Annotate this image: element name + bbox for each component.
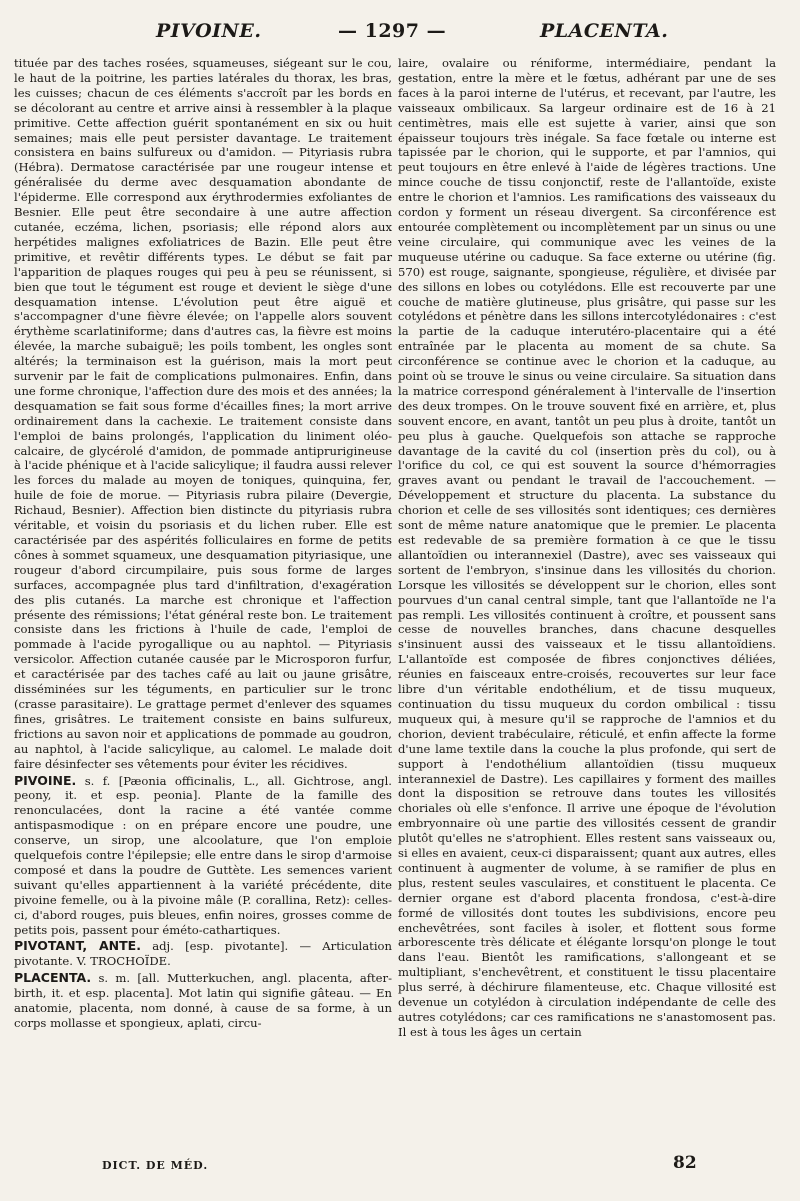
left-column <box>14 56 392 1031</box>
sheet-number: 82 <box>673 1153 697 1173</box>
page-number: — 1297 — <box>338 20 447 42</box>
entry-headword: PIVOINE. <box>14 772 77 788</box>
entry-headword: PLACENTA. <box>14 970 92 986</box>
running-header <box>0 20 800 50</box>
entry-pivoine <box>14 774 392 938</box>
placenta-entry-continuation: laire, ovalaire ou réniforme, intermédiaire, pendant la gestation, entre la mère et le fœtus, adhérant par une de ses faces à la paroi interne de l'utérus, et recevant, par l'autre, les vaisseaux ombilicaux. Sa largeur ordinaire est de 16 à 21 centimètres, mais elle est sujette à varier, ainsi que son épaisseur toujours très inégale. Sa face fœtale ou interne est tapissée par le chorion, qui le supporte, et par l'amnios, qui peut toujours en être enlevé à l'aide de légères tractions. Une mince couche de tissu conjonctif, reste de l'allantoïde, existe entre le chorion et l'amnios. Les ramifications des vaisseaux du cordon y forment un réseau divergent. Sa circonférence est entourée complètement ou incomplètement par un sinus ou une veine circulaire, qui communique avec les veines de la muqueuse utérine ou caduque. Sa face externe ou utérine (fig. 570) est rouge, saignante, spongieuse, régulière, et divisée par des sillons en lobes ou cotylédons. Elle est recouverte par une couche de matière glutineuse, plus grisâtre, qui passe sur les cotylédons et pénètre dans les sillons intercotylédonaires : c'est la partie de la caduque interutéro-placentaire qui a été entraînée par le placenta au moment de sa chute. Sa circonférence se continue avec le chorion et la caduque, au point où se trouve le sinus ou veine circulaire. Sa situation dans la matrice correspond généralement à l'intervalle de l'insertion des deux trompes. On le trouve souvent fixé en arrière, et, plus souvent encore, en avant, tantôt un peu plus à droite, tantôt un peu plus à gauche. Quelquefois son attache se rapproche davantage de la cavité du col (insertion près du col), ou à l'orifice du col, ce qui est souvent la source d'hémorragies graves avant ou pendant le travail de l'accouchement. — Développement et structure du placenta. La substance du chorion et celle de ses villosités sont identiques; ces dernières sont de même nature anatomique que le premier. Le placenta est redevable de sa première formation à ce que le tissu allantoïdien ou interannexiel (Dastre), avec ses vaisseaux qui sortent de l'embryon, s'insinue dans les villosités du chorion. Lorsque les villosités se développent sur le chorion, elles sont pourvues d'un canal central simple, tant que l'allantoïde ne l'a pas rempli. Les villosités continuent à croître, et poussent sans cesse de nouvelles branches, dans chacune desquelles s'insinuent aussi des vaisseaux et le tissu allantoïdiens. L'allantoïde est composée de fibres conjonctives déliées, réunies en faisceaux entre-croisés, recouvertes sur leur face libre d'un véritable endothélium, et de tissu muqueux, continuation du tissu muqueux du cordon ombilical : tissu muqueux qui, à mesure qu'il se rapproche de l'amnios et du chorion, devient trabéculaire, réticulé, et enfin affecte la forme d'une lame textile dans la couche la plus profonde, qui sert de support à l'endothélium allantoïdien (tissu muqueux interannexiel de Dastre). Les capillaires y forment des mailles dont la disposition se retrouve dans toutes les villosités choriales où elle s'enfonce. Il arrive une époque de l'évolution embryonnaire où une partie des villosités cessent de grandir plutôt qu'elles ne s'atrophient. Elles restent sans vaisseaux ou, si elles en avaient, ceux-ci disparaissent; quant aux autres, elles continuent à augmenter de volume, à se ramifier de plus en plus, restent seules vasculaires, et constituent le placenta. Ce dernier organe est d'abord placenta frondosa, c'est-à-dire formé de villosités dont toutes les subdivisions, encore peu enchevêtrées, sont faciles à isoler, et flottent sous forme arborescente très délicate et élégante lorsqu'on plonge le tout dans l'eau. Bientôt les ramifications, s'allongeant et se multipliant, s'enchevêtrent, et constituent le tissu placentaire plus serré, à déchirure filamenteuse, etc. Chaque villosité est devenue un cotylédon à circulation indépendante de celle des autres cotylédons; car ces ramifications ne s'anastomosent pas. Il est à tous les âges un certain <box>398 56 776 1039</box>
entry-body: adj. [esp. pivotante]. — Articulation pivotante. V. TROCHOÏDE. <box>14 939 392 969</box>
right-column <box>398 56 776 1040</box>
entry-body: s. m. [all. Mutterkuchen, angl. placenta, after-birth, it. et esp. placenta]. Mot latin qui signifie gâteau. — En anatomie, placenta, nom donné, à cause de sa forme, à un corps mollasse et spongieux, aplati, circu- <box>14 971 392 1030</box>
signature-mark: DICT. DE MÉD. <box>102 1159 209 1172</box>
pityriasis-entry-text: tituée par des taches rosées, squameuses, siégeant sur le cou, le haut de la poitrine, les parties latérales du thorax, les bras, les cuisses; chacun de ces éléments s'accroît par les bords en se décolorant au centre et arrive ainsi à ressembler à la plaque primitive. Cette affection guérit spontanément en six ou huit semaines; mais elle peut persister davantage. Le traitement consistera en bains sulfureux ou d'amidon. — Pityriasis rubra (Hébra). Dermatose caractérisée par une rougeur intense et généralisée du derme avec desquamation abondante de l'épiderme. Elle correspond aux érythrodermies exfoliantes de Besnier. Elle peut être secondaire à une autre affection cutanée, eczéma, lichen, psoriasis; elle répond alors aux herpétides malignes exfoliatrices de Bazin. Elle peut être primitive, et revêtir différents types. Le début se fait par l'apparition de plaques rouges qui peu à peu se réunissent, si bien que tout le tégument est rouge et devient le siège d'une desquamation intense. L'évolution peut être aiguë et s'accompagner d'une fièvre élevée; on l'appelle alors souvent érythème scarlatiniforme; dans d'autres cas, la fièvre est moins élevée, la marche subaiguë; les poils tombent, les ongles sont altérés; la terminaison est la guérison, mais la mort peut survenir par le fait de complications pulmonaires. Enfin, dans une forme chronique, l'affection dure des mois et des années; la desquamation se fait sous forme d'écailles fines; la mort arrive ordinairement dans la cachexie. Le traitement consiste dans l'emploi de bains prolongés, l'application du liniment oléo-calcaire, de glycérolé d'amidon, de pommade antiprurigineuse à l'acide phénique et à l'acide salicylique; il faudra aussi relever les forces du malade au moyen de toniques, quinquina, fer, huile de foie de morue. — Pityriasis rubra pilaire (Devergie, Richaud, Besnier). Affection bien distincte du pityriasis rubra véritable, et voisin du psoriasis et du lichen ruber. Elle est caractérisée par des aspérités folliculaires en forme de petits cônes à sommet squameux, une desquamation pityriasique, une rougeur d'abord circumpilaire, puis sous forme de larges surfaces, accompagnée plus tard d'infiltration, d'exagération des plis cutanés. La marche est chronique et l'affection présente des rémissions; l'état général reste bon. Le traitement consiste dans les frictions à l'huile de cade, l'emploi de pommade à l'acide pyrogallique ou au naphtol. — Pityriasis versicolor. Affection cutanée causée par le Microsporon furfur, et caractérisée par des taches café au lait ou jaune grisâtre, disséminées sur les téguments, en particulier sur le tronc (crasse parasitaire). Le grattage permet d'enlever des squames fines, grisâtres. Le traitement consiste en bains sulfureux, frictions au savon noir et applications de pommade au goudron, au naphtol, à l'acide salicylique, au calomel. Le malade doit faire désinfecter ses vêtements pour éviter les récidives. <box>14 56 392 771</box>
header-right-word: PLACENTA. <box>540 20 669 42</box>
entry-headword: PIVOTANT, ANTE. <box>14 938 141 954</box>
header-left-word: PIVOINE. <box>156 20 262 42</box>
page-footer <box>0 1153 800 1183</box>
entry-placenta <box>14 971 392 1031</box>
entry-pivotant <box>14 939 392 969</box>
entry-body: s. f. [Pæonia officinalis, L., all. Gichtrose, angl. peony, it. et esp. peonia]. Plante de la famille des renonculacées, dont la racine a été vantée comme antispasmodique : on en prépare encore une poudre, une conserve, un sirop, une alcoolature, que l'on emploie quelquefois contre l'épilepsie; elle entre dans le sirop d'armoise composé et dans la poudre de Guttète. Les semences varient suivant qu'elles appartiennent à la variété précédente, dite pivoine femelle, ou à la pivoine mâle (P. corallina, Retz): celles-ci, d'abord rouges, puis bleues, enfin noires, grosses comme de petits pois, passent pour éméto-cathartiques. <box>14 773 392 937</box>
